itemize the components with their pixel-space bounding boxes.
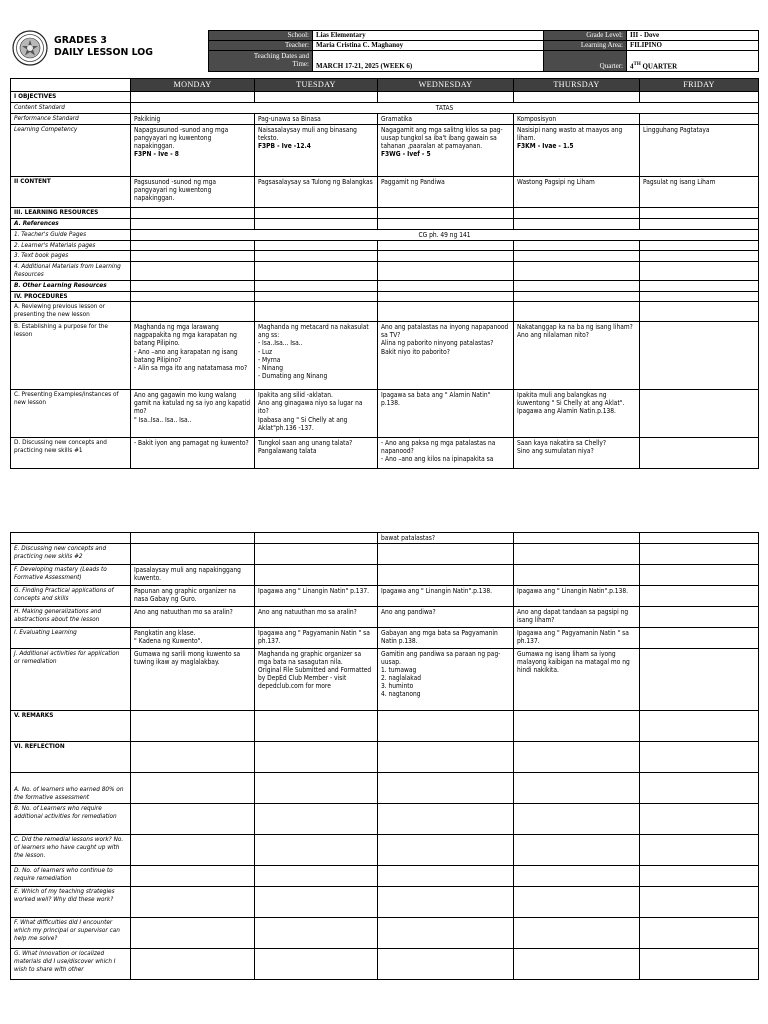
procedure-h-row — [11, 607, 759, 628]
day-header-tuesday: TUESDAY — [255, 79, 378, 92]
document-header — [10, 28, 758, 72]
reflection-b-label: B. No. of Learners who require additional activities for remediation — [11, 804, 131, 835]
reflection-c-row — [11, 835, 759, 866]
cell — [255, 280, 378, 291]
procedure-b-wednesday: Ano ang patalastas na inyong napapanood sa TV? Alina ng paborito ninyong patalastas? Bakit niyo ito paborito? — [378, 322, 514, 390]
procedure-j-wednesday: Gamitin ang pandiwa sa paraan ng pag-uusap. 1. tumawag 2. naglalakad 3. huminto 4. nagtanong — [378, 649, 514, 711]
learning-competency-label: Learning Competency — [11, 124, 131, 176]
cell — [378, 773, 514, 804]
cell — [378, 218, 514, 229]
procedure-j-row — [11, 649, 759, 711]
cell — [255, 240, 378, 251]
procedure-h-wednesday: Ano ang pandiwa? — [378, 607, 514, 628]
competency-text: Lingguhang Pagtataya — [643, 125, 710, 134]
procedure-c-thursday: Ipakita muli ang balangkas ng kuwentong " Si Chelly at ang Aklat". Ipagawa ang Alamin Natin.p.138. — [514, 390, 640, 438]
cell — [514, 92, 640, 103]
cell — [640, 804, 759, 835]
lesson-log-page-2 — [10, 532, 758, 980]
reflection-label: VI. REFLECTION — [11, 742, 131, 773]
cell — [131, 302, 255, 322]
cell — [514, 291, 640, 302]
cell — [378, 835, 514, 866]
cell — [378, 262, 514, 281]
performance-wednesday: Gramatika — [378, 113, 514, 124]
procedure-d-row — [11, 438, 759, 469]
content-wednesday: Paggamit ng Pandiwa — [378, 176, 514, 207]
cell — [514, 773, 640, 804]
cell — [378, 240, 514, 251]
document-title — [54, 35, 153, 59]
procedure-d-friday — [640, 438, 759, 469]
procedure-c-tuesday: Ipakita ang silid -aklatan. Ano ang ginagawa niyo sa lugar na ito? Ipabasa ang " Si Chelly at ang Aklat"ph.136 -137. — [255, 390, 378, 438]
procedure-i-row — [11, 628, 759, 649]
competency-code: F3PN - Ive - 8 — [134, 149, 179, 158]
cell — [514, 887, 640, 918]
cell — [640, 742, 759, 773]
cell — [255, 918, 378, 949]
performance-standard-row — [11, 113, 759, 124]
procedure-b-friday — [640, 322, 759, 390]
cell — [514, 218, 640, 229]
other-resources-label: B. Other Learning Resources — [11, 280, 131, 291]
day-header-monday: MONDAY — [131, 79, 255, 92]
cell — [131, 92, 255, 103]
cell — [255, 262, 378, 281]
procedure-c-row — [11, 390, 759, 438]
procedure-b-label: B. Establishing a purpose for the lesson — [11, 322, 131, 390]
competency-wednesday — [378, 124, 514, 176]
continuation-thursday — [514, 533, 640, 544]
cell — [378, 949, 514, 980]
cell — [131, 949, 255, 980]
reflection-f-row — [11, 918, 759, 949]
cell — [640, 218, 759, 229]
procedure-b-thursday: Nakatanggap ka na ba ng isang liham? Ano ang nilalaman nito? — [514, 322, 640, 390]
cell — [131, 280, 255, 291]
cell — [378, 291, 514, 302]
content-row — [11, 176, 759, 207]
cell — [514, 804, 640, 835]
remarks-row — [11, 711, 759, 742]
reflection-g-row — [11, 949, 759, 980]
deped-seal-icon — [12, 30, 48, 66]
teachers-guide-value: CG ph. 49 ng 141 — [131, 229, 759, 240]
continuation-row — [11, 533, 759, 544]
content-standard-value: TATAS — [131, 102, 759, 113]
day-header-thursday: THURSDAY — [514, 79, 640, 92]
cell — [131, 262, 255, 281]
content-standard-label: Content Standard — [11, 102, 131, 113]
cell — [255, 207, 378, 218]
cell — [255, 302, 378, 322]
cell — [514, 835, 640, 866]
cell — [255, 218, 378, 229]
reflection-c-label: C. Did the remedial lessons work? No. of learners who have caught up with the lesson. — [11, 835, 131, 866]
remarks-label: V. REMARKS — [11, 711, 131, 742]
procedure-h-label: H. Making generalizations and abstractions about the lesson — [11, 607, 131, 628]
cell — [514, 544, 640, 565]
day-header-blank — [11, 79, 131, 92]
cell — [514, 262, 640, 281]
learning-competency-row — [11, 124, 759, 176]
cell — [255, 565, 378, 586]
cell — [640, 240, 759, 251]
procedure-f-monday: Ipasalaysay muli ang napakinggang kuwento. — [131, 565, 255, 586]
cell — [131, 866, 255, 887]
competency-code: F3WG - Ivef - 5 — [381, 149, 431, 158]
content-label: II CONTENT — [11, 176, 131, 207]
grade-level-value: III - Dove — [627, 31, 759, 41]
competency-code: F3KM - Ivae - 1.5 — [517, 141, 574, 150]
cell — [131, 291, 255, 302]
content-monday: Pagsusunod -sunod ng mga pangyayari ng kuwentong napakinggan. — [131, 176, 255, 207]
learning-resources-row — [11, 207, 759, 218]
performance-thursday: Komposisyon — [514, 113, 640, 124]
cell — [640, 887, 759, 918]
textbook-label: 3. Text book pages — [11, 251, 131, 262]
procedure-h-tuesday: Ano ang natuuthan mo sa aralin? — [255, 607, 378, 628]
content-tuesday: Pagsasalaysay sa Tulong ng Balangkas — [255, 176, 378, 207]
cell — [640, 949, 759, 980]
cell — [255, 866, 378, 887]
cell — [131, 711, 255, 742]
header-info-table — [208, 30, 759, 72]
cell — [378, 804, 514, 835]
objectives-label: I OBJECTIVES — [11, 92, 131, 103]
content-thursday: Wastong Pagsipi ng Liham — [514, 176, 640, 207]
lesson-table-page-2 — [10, 532, 759, 980]
cell — [378, 918, 514, 949]
quarter-label: Quarter: — [544, 51, 627, 72]
cell — [131, 251, 255, 262]
cell — [640, 544, 759, 565]
cell — [640, 251, 759, 262]
cell — [255, 291, 378, 302]
cell — [131, 207, 255, 218]
reflection-d-label: D. No. of learners who continue to require remediation — [11, 866, 131, 887]
title-line-1: GRADES 3 — [54, 35, 107, 46]
lesson-log-page-1 — [10, 28, 758, 469]
cell — [640, 92, 759, 103]
procedure-h-friday — [640, 607, 759, 628]
quarter-word: QUARTER — [640, 62, 678, 71]
reflection-e-label: E. Which of my teaching strategies worked well? Why did these work? — [11, 887, 131, 918]
procedures-row — [11, 291, 759, 302]
references-row — [11, 218, 759, 229]
cell — [131, 918, 255, 949]
cell — [378, 711, 514, 742]
cell — [131, 773, 255, 804]
day-header-row — [11, 79, 759, 92]
procedure-f-row — [11, 565, 759, 586]
cell — [640, 711, 759, 742]
procedure-d-monday: - Bakit iyon ang pamagat ng kuwento? — [131, 438, 255, 469]
reflection-a-row — [11, 773, 759, 804]
procedure-b-row — [11, 322, 759, 390]
procedure-d-tuesday: Tungkol saan ang unang talata? Pangalawang talata — [255, 438, 378, 469]
performance-tuesday: Pag-unawa sa Binasa — [255, 113, 378, 124]
cell — [514, 302, 640, 322]
school-label: School: — [209, 31, 313, 41]
procedure-d-label: D. Discussing new concepts and practicing new skills #1 — [11, 438, 131, 469]
cell — [640, 262, 759, 281]
cell — [255, 835, 378, 866]
learning-area-value: FILIPINO — [627, 41, 759, 51]
performance-friday — [640, 113, 759, 124]
cell — [255, 773, 378, 804]
procedure-h-thursday: Ano ang dapat tandaan sa pagsipi ng isang liham? — [514, 607, 640, 628]
competency-code: F3PB - Ive -12.4 — [258, 141, 311, 150]
cell — [514, 251, 640, 262]
quarter-value — [627, 51, 759, 72]
cell — [514, 207, 640, 218]
learners-materials-row — [11, 240, 759, 251]
procedure-j-friday — [640, 649, 759, 711]
other-resources-row — [11, 280, 759, 291]
cell — [640, 291, 759, 302]
cell — [378, 92, 514, 103]
procedure-a-row — [11, 302, 759, 322]
procedure-e-row — [11, 544, 759, 565]
teaching-dates-value: MARCH 17-21, 2025 (WEEK 6) — [313, 51, 544, 72]
reflection-row — [11, 742, 759, 773]
procedure-g-row — [11, 586, 759, 607]
teacher-label: Teacher: — [209, 41, 313, 51]
cell — [131, 544, 255, 565]
procedure-i-label: I. Evaluating Learning — [11, 628, 131, 649]
cell — [514, 742, 640, 773]
cell — [378, 866, 514, 887]
competency-tuesday — [255, 124, 378, 176]
cell — [640, 302, 759, 322]
cell — [640, 280, 759, 291]
procedure-f-label: F. Developing mastery (Leads to Formative Assessment) — [11, 565, 131, 586]
cell — [378, 544, 514, 565]
procedure-j-monday: Gumawa ng sarili mong kuwento sa tuwing ikaw ay maglalakbay. — [131, 649, 255, 711]
grade-level-label: Grade Level: — [544, 31, 627, 41]
cell — [255, 887, 378, 918]
cell — [131, 742, 255, 773]
procedure-i-tuesday: Ipagawa ang " Pagyamanin Natin " sa ph.137. — [255, 628, 378, 649]
cell — [640, 866, 759, 887]
competency-text: Nagagamit ang mga salitng kilos sa pag-uusap tungkol sa iba't ibang gawain sa tahanan ,paaralan at pamayanan. — [381, 125, 503, 150]
competency-friday — [640, 124, 759, 176]
teaching-dates-label — [209, 51, 313, 72]
procedure-a-label: A. Reviewing previous lesson or presenting the new lesson — [11, 302, 131, 322]
performance-standard-label: Performance Standard — [11, 113, 131, 124]
procedure-c-monday: Ano ang gagawin mo kung walang gamit na katulad ng sa iyo ang kapatid mo? " Isa..Isa.. Isa.. Isa.. — [131, 390, 255, 438]
cell — [255, 92, 378, 103]
objectives-row — [11, 92, 759, 103]
cell — [255, 949, 378, 980]
cell — [378, 302, 514, 322]
cell — [378, 565, 514, 586]
school-value: Lias Elementary — [313, 31, 544, 41]
procedure-g-thursday: Ipagawa ang " Linangin Natin".p.138. — [514, 586, 640, 607]
procedure-e-label: E. Discussing new concepts and practicing new skills #2 — [11, 544, 131, 565]
reflection-e-row — [11, 887, 759, 918]
cell — [640, 773, 759, 804]
cell — [514, 240, 640, 251]
reflection-b-row — [11, 804, 759, 835]
cell — [131, 887, 255, 918]
day-header-friday: FRIDAY — [640, 79, 759, 92]
content-standard-row — [11, 102, 759, 113]
procedure-j-tuesday: Maghanda ng graphic organizer sa mga bata na sasagutan nila. Original File Submitted and Formatted by DepEd Club Member - visit depedclub.com for more — [255, 649, 378, 711]
reflection-a-label: A. No. of learners who earned 80% on the formative assessment — [11, 773, 131, 804]
cell — [514, 711, 640, 742]
cell — [255, 251, 378, 262]
competency-thursday — [514, 124, 640, 176]
cell — [378, 280, 514, 291]
lesson-table-page-1 — [10, 78, 759, 469]
procedures-label: IV. PROCEDURES — [11, 291, 131, 302]
procedure-c-friday — [640, 390, 759, 438]
teachers-guide-row — [11, 229, 759, 240]
quarter-number: 4 — [630, 62, 634, 71]
cell — [11, 533, 131, 544]
procedure-h-monday: Ano ang natuuthan mo sa aralin? — [131, 607, 255, 628]
cell — [378, 887, 514, 918]
cell — [378, 251, 514, 262]
teachers-guide-label: 1. Teacher's Guide Pages — [11, 229, 131, 240]
teacher-value: Maria Cristina C. Maghanoy — [313, 41, 544, 51]
continuation-wednesday: bawat patalastas? — [378, 533, 514, 544]
textbook-row — [11, 251, 759, 262]
cell — [514, 949, 640, 980]
cell — [131, 218, 255, 229]
procedure-i-monday: Pangkatin ang klase. " Kadena ng Kuwento". — [131, 628, 255, 649]
competency-monday — [131, 124, 255, 176]
competency-text: Napagsusunod -sunod ang mga pangyayari ng kuwentong napakinggan. — [134, 125, 229, 150]
procedure-c-label: C. Presenting Examples/instances of new lesson — [11, 390, 131, 438]
procedure-g-label: G. Finding Practical applications of concepts and skills — [11, 586, 131, 607]
cell — [255, 711, 378, 742]
procedure-b-monday: Maghanda ng mga larawang nagpapakita ng mga karapatan ng batang Pilipino. - Ano –ano ang karapatan ng isang batang Pilipino? - Alin sa mga ito ang natatamasa mo? — [131, 322, 255, 390]
procedure-i-thursday: Ipagawa ang " Pagyamanin Natin " sa ph.137. — [514, 628, 640, 649]
procedure-b-tuesday: Maghanda ng metacard na nakasulat ang ss: - Isa..Isa... Isa.. - Luz - Myrna - Ninang - Dumating ang Ninang — [255, 322, 378, 390]
cell — [255, 742, 378, 773]
procedure-c-wednesday: Ipagawa sa bata ang " Alamin Natin" p.138. — [378, 390, 514, 438]
procedure-g-tuesday: Ipagawa ang " Linangin Natin" p.137. — [255, 586, 378, 607]
additional-materials-row — [11, 262, 759, 281]
teaching-dates-label-line-1: Teaching Dates and — [253, 52, 309, 61]
reflection-d-row — [11, 866, 759, 887]
cell — [640, 835, 759, 866]
day-header-wednesday: WEDNESDAY — [378, 79, 514, 92]
cell — [131, 804, 255, 835]
reflection-g-label: G. What innovation or localized materials did I use/discover which I wish to share with other — [11, 949, 131, 980]
procedure-i-friday — [640, 628, 759, 649]
procedure-j-thursday: Gumawa ng isang liham sa iyong malayong kaibigan na matagal mo ng hindi nakikita. — [514, 649, 640, 711]
cell — [640, 565, 759, 586]
cell — [514, 565, 640, 586]
cell — [131, 835, 255, 866]
additional-materials-label: 4. Additional Materials from Learning Resources — [11, 262, 131, 281]
learning-resources-label: III. LEARNING RESOURCES — [11, 207, 131, 218]
procedure-i-wednesday: Gabayan ang mga bata sa Pagyamanin Natin p.138. — [378, 628, 514, 649]
teaching-dates-label-line-2: Time: — [292, 60, 309, 68]
competency-text: Nasisipi nang wasto at maayos ang liham. — [517, 125, 623, 142]
reflection-f-label: F. What difficulties did I encounter which my principal or supervisor can help me solve? — [11, 918, 131, 949]
cell — [514, 918, 640, 949]
procedure-g-wednesday: Ipagawa ang " Linangin Natin".p.138. — [378, 586, 514, 607]
learners-materials-label: 2. Learner's Materials pages — [11, 240, 131, 251]
competency-text: Naisasalaysay muli ang binasang teksto. — [258, 125, 357, 142]
learning-area-label: Learning Area: — [544, 41, 627, 51]
continuation-tuesday — [255, 533, 378, 544]
procedure-d-thursday: Saan kaya nakatira sa Chelly? Sino ang sumulatan niya? — [514, 438, 640, 469]
performance-monday: Pakikinig — [131, 113, 255, 124]
content-friday: Pagsulat ng isang Liham — [640, 176, 759, 207]
continuation-friday — [640, 533, 759, 544]
cell — [514, 280, 640, 291]
quarter-suffix: TH — [633, 61, 641, 67]
continuation-monday — [131, 533, 255, 544]
procedure-d-wednesday: - Ano ang paksa ng mga patalastas na napanood? - Ano –ano ang kilos na ipinapakita sa — [378, 438, 514, 469]
title-line-2: DAILY LESSON LOG — [54, 46, 153, 58]
cell — [378, 742, 514, 773]
references-label: A. References — [11, 218, 131, 229]
cell — [514, 866, 640, 887]
procedure-g-friday — [640, 586, 759, 607]
cell — [255, 544, 378, 565]
procedure-j-label: J. Additional activities for application or remediation — [11, 649, 131, 711]
cell — [255, 804, 378, 835]
cell — [378, 207, 514, 218]
cell — [640, 918, 759, 949]
cell — [131, 240, 255, 251]
procedure-g-monday: Papunan ang graphic organizer na nasa Gabay ng Guro. — [131, 586, 255, 607]
cell — [640, 207, 759, 218]
